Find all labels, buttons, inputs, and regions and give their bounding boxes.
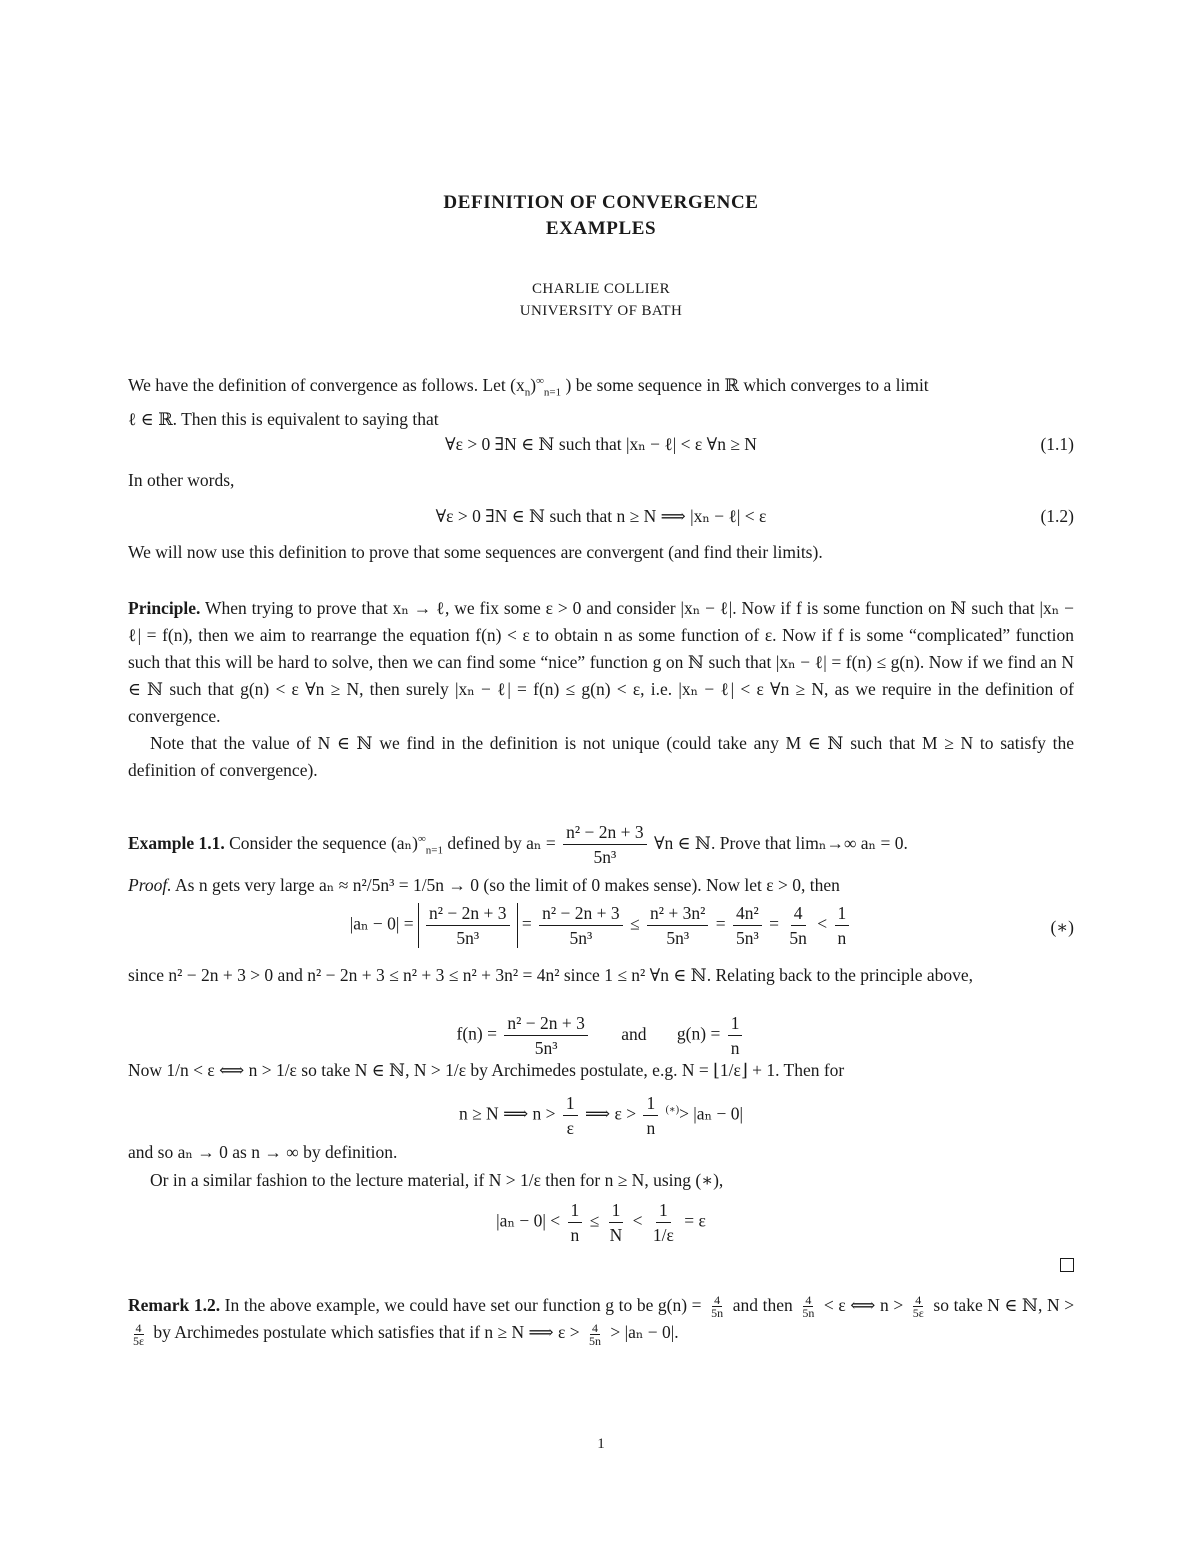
proof-similar-line: Or in a similar fashion to the lecture material, if N > 1/ε then for n ≥ N, using (∗), [150,1170,724,1190]
star-frac-3 [647,903,708,948]
remark-text-2b: so take N ∈ ℕ, N > [933,1295,1075,1315]
star-frac-1-num: n² − 2n + 3 [426,903,510,926]
example-fraction [563,822,647,867]
last-frac-2-den: N [609,1225,623,1245]
remark-frac-5-den: 5n [588,1333,601,1348]
gn-frac-num: 1 [728,1013,743,1036]
star-frac-5 [786,903,810,948]
last-frac-3-den: 1/ε [652,1225,674,1245]
remark-text-1c: < ε ⟺ [823,1295,876,1315]
proof-line-1 [128,872,1074,899]
remark-text-1a: In the above example, we could have set our function g to be g(n) = [224,1295,702,1315]
page-number: 1 [597,1436,605,1452]
star-frac-4 [733,903,762,948]
author-block [128,278,1074,322]
star-frac-1 [426,903,510,948]
fn-gn-equation [128,1013,1074,1058]
remark-frac-1-num: 4 [714,1293,721,1308]
proof-since-text: since n² − 2n + 3 > 0 and n² − 2n + 3 ≤ n² + 3 ≤ n² + 3n² = 4n² since 1 ≤ n² ∀n ∈ ℕ. Relating back to the principle above, [128,965,973,985]
gn-frac [728,1013,743,1058]
star-frac-2 [539,903,623,948]
last-frac-2-num: 1 [609,1200,624,1223]
example-1-1: Example 1.1. Consider the sequence $(a_n)^\infty_{n=1}$ defined by aₙ = $\frac{\text{n² − 2n + 3}}{\text{5n³}}$ ∀n ∈ ℕ. Prove that limₙ→∞ aₙ = 0. [128,822,908,868]
qed-box-icon [1060,1258,1074,1272]
last-frac-3-num: 1 [656,1200,671,1223]
impl-frac-2 [643,1093,658,1138]
principle-note: Note that the value of N ∈ ℕ we find in the definition is not unique (could take any M ∈ ℕ such that M ≥ N to satisfy the definition of convergence). [128,733,1074,780]
star-frac-6-num: 1 [835,903,850,926]
remark-frac-2-num: 4 [805,1293,812,1308]
remark-frac-1-den: 5n [711,1306,724,1321]
equation-star: |aₙ − 0| = $\frac{\text{n² − 2n + 3}}{\text{5n³}}$ = $\frac{\text{n² − 2n + 3}}{\text{5n³}}$ ≤ $\frac{\text{n² + 3n²}}{\text{5n³}}$ = $\frac{\text{4n²}}{\text{5n³}}$ = $\frac{4}{5n}$ < $\frac{1}{n}$ (∗) [349,903,1074,948]
example-frac-num: n² − 2n + 3 [563,822,647,845]
equation-1-2-number: (1.2) [1040,506,1074,526]
title-line-1: DEFINITION OF CONVERGENCE [443,192,759,213]
other-words-line: In other words, [128,470,235,490]
example-frac-den: 5n³ [593,847,617,868]
document-page [128,0,1074,1553]
intro-text-1b: ) be some sequence in ℝ which converges to a limit [565,374,929,395]
star-tag: (∗) [1050,917,1074,937]
impl-a: n ≥ N ⟹ n > [458,1103,556,1124]
transition-line: We will now use this definition to prove that some sequences are convergent (and find their limits). [128,542,823,562]
example-text-c: ∀n ∈ ℕ. Prove that limₙ→∞ aₙ = 0. [653,832,908,853]
proof-text-1: As n gets very large aₙ ≈ n²/5n³ = 1/5n → 0 (so the limit of 0 makes sense). Now let ε > 0, then [175,875,840,895]
impl-frac-1-num: 1 [563,1093,578,1116]
impl-frac-2-den: n [646,1118,656,1138]
star-frac-2-den: 5n³ [569,928,593,948]
intro-text-2: ℓ ∈ ℝ. Then this is equivalent to saying that [128,409,439,430]
remark-frac-2 [800,1294,816,1319]
remark-frac-5 [587,1322,603,1347]
star-frac-3-den: 5n³ [666,928,690,948]
remark-frac-4-num: 4 [135,1320,142,1335]
principle-heading: Principle. [128,598,201,618]
remark-frac-5-num: 4 [591,1320,598,1335]
remark-text-1b: and then [732,1295,793,1315]
gn-label: g(n) = [676,1023,721,1044]
star-frac-3-num: n² + 3n² [647,903,708,926]
principle-text: When trying to prove that xₙ → ℓ, we fix some ε > 0 and consider |xₙ − ℓ|. Now if f is some function on ℕ such that |xₙ − ℓ| = f(n), then we aim to rearrange the equation f(n) < ε to obtain n as some function of ε. Now if f is some “complicated” function such that this will be hard to solve, then we can find some “nice” function g on ℕ such that |xₙ − ℓ| = f(n) ≤ g(n). Now if we find an N ∈ ℕ such that g(n) < ε ∀n ≥ N, then surely |xₙ − ℓ| = f(n) ≤ g(n) < ε, i.e. |xₙ − ℓ| < ε ∀n ≥ N, as we require in the definition of convergence. [128,598,1075,726]
proof-so-line: and so aₙ → 0 as n → ∞ by definition. [128,1142,398,1162]
impl-frac-2-num: 1 [643,1093,658,1116]
intro-paragraph: We have the definition of convergence as follows. Let $(x_n)^\infty_{n=1}$ ) be some sequence in ℝ which converges to a limit ℓ ∈ ℝ. Then this is equivalent to saying that [128,374,929,430]
remark-frac-2-den: 5n [802,1306,815,1321]
remark-heading: Remark 1.2. [128,1295,221,1315]
star-frac-5-den: 5n [789,928,807,948]
equation-1-1 [128,434,1074,455]
remark-frac-4 [131,1322,146,1347]
principle-paragraph [128,595,1074,784]
remark-frac-3-den: 5ε [912,1306,924,1321]
proof-label: Proof. [128,875,172,895]
implication-equation [128,1093,1074,1138]
star-frac-6 [835,903,850,948]
author-name: CHARLIE COLLIER [531,281,671,297]
impl-b: ⟹ ε > [585,1103,637,1124]
star-frac-6-den: n [837,928,847,948]
star-frac-1-den: 5n³ [456,928,480,948]
fn-frac-num: n² − 2n + 3 [504,1013,588,1036]
proof-since-paragraph [128,962,1074,989]
remark-frac-3-num: 4 [915,1293,922,1308]
equation-1-2 [128,506,1074,527]
example-text-a: Consider the sequence (aₙ) [229,832,418,853]
last-frac-1 [568,1200,583,1245]
last-a: |aₙ − 0| < [496,1210,561,1231]
remark-1-2 [128,1292,1074,1347]
remark-text-2a: n > [879,1295,904,1315]
and-word: and [621,1023,647,1044]
gn-frac-den: n [730,1038,740,1058]
remark-frac-4-den: 5ε [133,1333,145,1348]
proof-now-line: Now 1/n < ε ⟺ n > 1/ε so take N ∈ ℕ, N > 1/ε by Archimedes postulate, e.g. N = ⌊1/ε⌋ + 1. Then for [128,1060,845,1080]
fn-frac [504,1013,588,1058]
intro-text-1: We have the definition of convergence as follows. Let (x [128,374,525,395]
remark-frac-1 [709,1294,725,1319]
last-frac-2 [607,1200,626,1245]
title-line-2: EXAMPLES [545,218,657,239]
impl-star: (∗) [665,1104,680,1116]
abs-fraction [418,903,518,948]
star-frac-4-num: 4n² [733,903,762,926]
star-frac-5-num: 4 [791,903,806,926]
star-frac-2-num: n² − 2n + 3 [539,903,623,926]
equation-1-1-number: (1.1) [1040,434,1074,454]
equation-1-2-body: ∀ε > 0 ∃N ∈ ℕ such that n ≥ N ⟹ |xₙ − ℓ| < ε [435,506,767,526]
fn-frac-den: 5n³ [534,1038,558,1058]
last-frac-1-den: n [570,1225,580,1245]
example-text-b: defined by aₙ = [447,832,556,853]
fn-label: f(n) = [456,1023,498,1044]
remark-text-2c: by Archimedes postulate which satisfies that if n ≥ N ⟹ ε > [153,1322,580,1343]
equation-1-1-body: ∀ε > 0 ∃N ∈ ℕ such that |xₙ − ℓ| < ε ∀n ≥ N [445,434,757,454]
remark-frac-3 [911,1294,926,1319]
example-heading: Example 1.1. [128,832,225,853]
final-inequality: |aₙ − 0| < $\frac{1}{n}$ ≤ $\frac{1}{N}$ < $\frac{1}{1/\varepsilon}$ = ε [496,1200,706,1245]
remark-text-2d: > |aₙ − 0|. [610,1322,679,1343]
star-frac-4-den: 5n³ [736,928,759,948]
impl-frac-1 [563,1093,578,1138]
impl-frac-1-den: ε [566,1118,574,1138]
impl-c: > |aₙ − 0| [679,1103,744,1124]
last-frac-3 [650,1200,677,1245]
last-frac-1-num: 1 [568,1200,583,1223]
document-title [128,190,1074,242]
last-b: = ε [684,1210,706,1231]
star-lhs: |aₙ − 0| = [349,913,414,934]
author-affiliation: UNIVERSITY OF BATH [519,303,683,319]
